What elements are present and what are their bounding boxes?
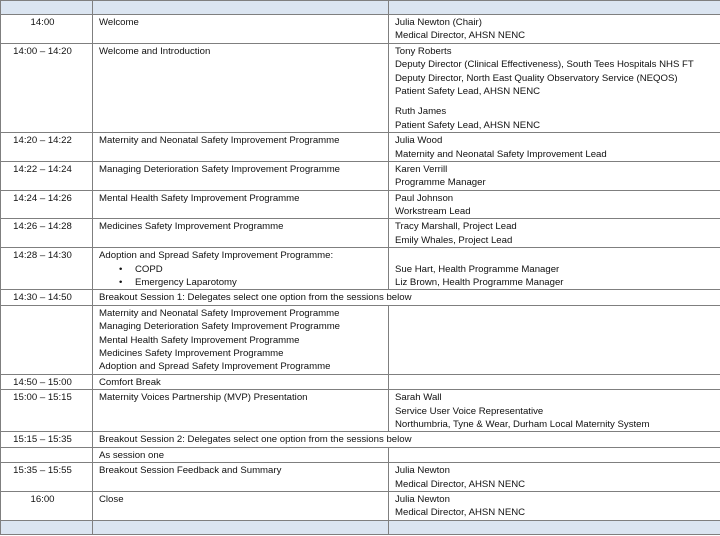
bullet-icon: • xyxy=(119,277,123,289)
session-cell xyxy=(93,491,389,520)
time-text: 15:00 – 15:15 xyxy=(13,392,72,404)
time-cell xyxy=(1,463,93,492)
agenda-row xyxy=(1,390,720,432)
time-cell xyxy=(1,374,93,389)
speaker-line: Emily Whales, Project Lead xyxy=(395,234,513,246)
footer-band xyxy=(1,520,720,534)
time-text: 16:00 xyxy=(30,493,55,505)
agenda-row xyxy=(1,15,720,44)
time-cell xyxy=(1,219,93,248)
time-cell xyxy=(1,305,93,374)
agenda-row xyxy=(1,447,720,462)
speaker-cell xyxy=(389,305,720,374)
agenda-row xyxy=(1,133,720,162)
session-title: Managing Deterioration Safety Improvement Programme xyxy=(99,321,341,333)
time-cell xyxy=(1,290,93,305)
session-title: Adoption and Spread Safety Improvement Programme xyxy=(99,361,331,373)
session-cell xyxy=(93,290,720,305)
speaker-line: Ruth James xyxy=(395,106,447,118)
time-text: 14:50 – 15:00 xyxy=(13,376,72,388)
session-cell xyxy=(93,219,389,248)
speaker-line: Karen Verrill xyxy=(395,163,448,175)
time-cell xyxy=(1,133,93,162)
speaker-cell xyxy=(389,248,720,290)
agenda-row xyxy=(1,190,720,219)
agenda-row xyxy=(1,248,720,290)
speaker-line: Maternity and Neonatal Safety Improvement Lead xyxy=(395,148,607,160)
speaker-line: Julia Newton xyxy=(395,493,450,505)
speaker-line: Programme Manager xyxy=(395,177,486,189)
bullet-item xyxy=(99,263,383,276)
session-cell xyxy=(93,15,389,44)
time-cell xyxy=(1,15,93,44)
speaker-cell xyxy=(389,374,720,389)
session-title: Managing Deterioration Safety Improvement Programme xyxy=(99,163,341,175)
agenda-row xyxy=(1,491,720,520)
speaker-line: Liz Brown, Health Programme Manager xyxy=(395,277,564,289)
speaker-cell xyxy=(389,491,720,520)
time-text: 14:00 – 14:20 xyxy=(13,45,72,57)
speaker-line: Tony Roberts xyxy=(395,45,452,57)
speaker-cell xyxy=(389,447,720,462)
time-cell xyxy=(1,447,93,462)
speaker-line: Julia Wood xyxy=(395,135,443,147)
speaker-cell xyxy=(389,43,720,132)
speaker-cell xyxy=(389,390,720,432)
session-cell xyxy=(93,43,389,132)
session-title: Maternity and Neonatal Safety Improvement Programme xyxy=(99,307,340,319)
time-text: 14:30 – 14:50 xyxy=(13,292,72,304)
agenda-body xyxy=(1,1,720,535)
speaker-line: Julia Newton xyxy=(395,465,450,477)
agenda-row xyxy=(1,43,720,132)
bullet-item xyxy=(99,276,383,289)
session-title: Medicines Safety Improvement Programme xyxy=(99,347,284,359)
time-text: 14:00 xyxy=(30,17,55,28)
speaker-line: Sue Hart, Health Programme Manager xyxy=(395,263,560,275)
speaker-cell xyxy=(389,463,720,492)
time-text: 15:35 – 15:55 xyxy=(13,465,72,477)
session-cell xyxy=(93,305,389,374)
session-cell xyxy=(93,161,389,190)
session-cell xyxy=(93,447,389,462)
time-text: 14:24 – 14:26 xyxy=(13,192,72,204)
agenda-row xyxy=(1,161,720,190)
session-cell xyxy=(93,390,389,432)
time-text: 14:28 – 14:30 xyxy=(13,250,72,262)
time-text: 14:26 – 14:28 xyxy=(13,221,72,233)
session-title: Welcome and Introduction xyxy=(99,45,211,57)
session-title: As session one xyxy=(99,449,165,461)
time-text: 14:22 – 14:24 xyxy=(13,163,72,175)
bullet-text: Emergency Laparotomy xyxy=(135,277,237,289)
time-cell xyxy=(1,161,93,190)
session-title: Adoption and Spread Safety Improvement Programme: xyxy=(99,250,334,262)
speaker-line: Deputy Director, North East Quality Observatory Service (NEQOS) xyxy=(395,72,678,84)
time-cell xyxy=(1,190,93,219)
time-text: 14:20 – 14:22 xyxy=(13,135,72,147)
speaker-line: Patient Safety Lead, AHSN NENC xyxy=(395,85,541,97)
session-title: Medicines Safety Improvement Programme xyxy=(99,221,284,233)
agenda-row xyxy=(1,463,720,492)
speaker-cell xyxy=(389,190,720,219)
time-cell xyxy=(1,432,93,447)
session-cell xyxy=(93,133,389,162)
time-cell xyxy=(1,390,93,432)
session-cell xyxy=(93,248,389,290)
speaker-cell xyxy=(389,219,720,248)
speaker-line: Medical Director, AHSN NENC xyxy=(395,507,526,519)
session-cell xyxy=(93,432,720,447)
speaker-cell xyxy=(389,161,720,190)
bullet-icon: • xyxy=(119,263,123,275)
speaker-line: Service User Voice Representative xyxy=(395,405,544,417)
session-title: Maternity Voices Partnership (MVP) Presentation xyxy=(99,392,308,404)
speaker-line: Medical Director, AHSN NENC xyxy=(395,478,526,490)
session-title: Breakout Session Feedback and Summary xyxy=(99,465,282,477)
speaker-line: Julia Newton (Chair) xyxy=(395,17,482,28)
session-title: Mental Health Safety Improvement Programme xyxy=(99,334,300,346)
agenda-row xyxy=(1,374,720,389)
speaker-cell xyxy=(389,133,720,162)
speaker-line: Paul Johnson xyxy=(395,192,454,204)
speaker-line: Workstream Lead xyxy=(395,206,471,218)
agenda-row xyxy=(1,219,720,248)
speaker-line: Medical Director, AHSN NENC xyxy=(395,30,526,42)
agenda-row xyxy=(1,290,720,305)
time-cell xyxy=(1,43,93,132)
speaker-line: Tracy Marshall, Project Lead xyxy=(395,221,517,233)
agenda-row xyxy=(1,305,720,374)
session-text: Breakout Session 2: Delegates select one option from the sessions below xyxy=(99,434,412,446)
session-text: Breakout Session 1: Delegates select one option from the sessions below xyxy=(99,292,412,304)
speaker-line: Northumbria, Tyne & Wear, Durham Local Maternity System xyxy=(395,418,650,430)
session-cell xyxy=(93,463,389,492)
speaker-line: Sarah Wall xyxy=(395,392,442,404)
header-band xyxy=(1,1,720,15)
session-cell xyxy=(93,374,389,389)
time-cell xyxy=(1,248,93,290)
speaker-line: Deputy Director (Clinical Effectiveness), South Tees Hospitals NHS FT xyxy=(395,59,694,71)
bullet-text: COPD xyxy=(135,263,163,275)
session-title: Comfort Break xyxy=(99,376,161,388)
session-title: Close xyxy=(99,493,124,505)
time-text: 15:15 – 15:35 xyxy=(13,434,72,446)
session-title: Maternity and Neonatal Safety Improvement Programme xyxy=(99,135,340,147)
speaker-cell xyxy=(389,15,720,44)
session-title: Welcome xyxy=(99,17,139,28)
session-title: Mental Health Safety Improvement Programme xyxy=(99,192,300,204)
agenda-row xyxy=(1,432,720,447)
session-cell xyxy=(93,190,389,219)
speaker-line: Patient Safety Lead, AHSN NENC xyxy=(395,119,541,131)
time-cell xyxy=(1,491,93,520)
